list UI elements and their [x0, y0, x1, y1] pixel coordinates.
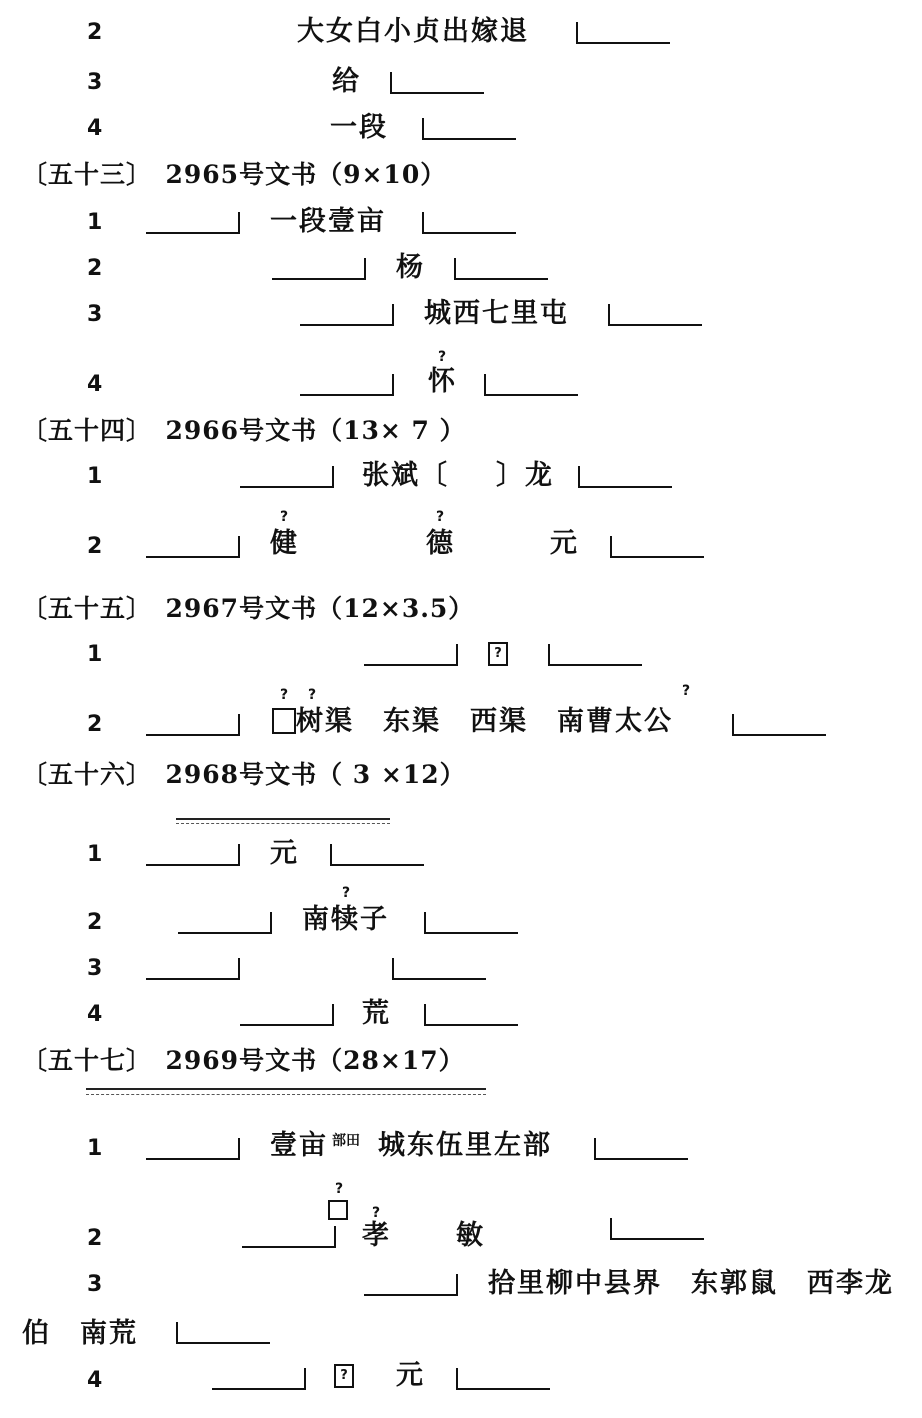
- line-text: 〕龙: [496, 460, 554, 491]
- lacuna-left: [300, 304, 394, 326]
- query-mark: ?: [436, 509, 445, 525]
- line-text-continued: 伯 南荒: [22, 1318, 138, 1349]
- query-mark: ?: [372, 1205, 381, 1221]
- line-number: 3: [87, 302, 103, 327]
- line-text: 给: [332, 66, 361, 97]
- query-mark: ?: [280, 687, 289, 703]
- interlinear-note: 部田: [332, 1133, 360, 1149]
- lacuna-left: [240, 1004, 334, 1026]
- lacuna-right: [484, 374, 578, 396]
- lacuna-right: [424, 1004, 518, 1026]
- line-text: 拾里柳中县界 东郭鼠 西李龙: [488, 1268, 894, 1299]
- edge-rule-dashed: [86, 1094, 486, 1095]
- document-heading: 〔五十三〕 2965号文书（9×10）: [22, 160, 447, 189]
- lacuna-right: [456, 1368, 550, 1390]
- line-number: 1: [87, 1136, 103, 1161]
- missing-char-box: [328, 1200, 348, 1220]
- edge-rule: [176, 818, 390, 820]
- line-number: 1: [87, 464, 103, 489]
- line-text: 怀: [428, 366, 457, 397]
- line-text: 城西七里屯: [424, 298, 569, 329]
- line-text: 城东伍里左部: [378, 1130, 552, 1161]
- line-number: 2: [87, 712, 103, 737]
- query-mark: ?: [342, 885, 351, 901]
- line-text: 敏: [456, 1220, 485, 1251]
- line-text: 荒: [362, 998, 391, 1029]
- line-number: 3: [87, 70, 103, 95]
- lacuna-right: [422, 118, 516, 140]
- lacuna-left: [146, 1138, 240, 1160]
- line-number: 1: [87, 842, 103, 867]
- missing-char-box: [272, 708, 296, 734]
- line-text: 树渠 东渠 西渠 南曹太公: [296, 706, 673, 737]
- document-heading: 〔五十六〕 2968号文书（ 3 ×12）: [22, 760, 466, 789]
- edge-rule: [86, 1088, 486, 1090]
- lacuna-left: [146, 844, 240, 866]
- line-text: 孝: [362, 1220, 391, 1251]
- illegible-char-box: ?: [334, 1364, 354, 1388]
- lacuna-left: [146, 212, 240, 234]
- line-text: 南犊子: [302, 904, 389, 935]
- lacuna-left: [212, 1368, 306, 1390]
- lacuna-left: [240, 466, 334, 488]
- query-mark: ?: [280, 509, 289, 525]
- lacuna-right: [610, 536, 704, 558]
- line-number: 2: [87, 534, 103, 559]
- line-number: 3: [87, 1272, 103, 1297]
- line-text: 张斌〔: [362, 460, 449, 491]
- line-number: 4: [87, 116, 103, 141]
- line-text: 健: [270, 528, 299, 559]
- lacuna-left: [272, 258, 366, 280]
- lacuna-right: [330, 844, 424, 866]
- lacuna-right: [392, 958, 486, 980]
- line-number: 2: [87, 910, 103, 935]
- lacuna-left: [178, 912, 272, 934]
- lacuna-right: [578, 466, 672, 488]
- line-number: 4: [87, 372, 103, 397]
- lacuna-right: [576, 22, 670, 44]
- lacuna-right: [608, 304, 702, 326]
- lacuna-right: [594, 1138, 688, 1160]
- line-text: 元: [270, 838, 299, 869]
- line-text: 大女白小贞出嫁退: [297, 16, 529, 47]
- document-heading: 〔五十七〕 2969号文书（28×17）: [22, 1046, 465, 1075]
- query-mark: ?: [308, 687, 317, 703]
- lacuna-left: [364, 644, 458, 666]
- lacuna-left: [364, 1274, 458, 1296]
- lacuna-left: [300, 374, 394, 396]
- query-mark: ?: [682, 683, 691, 699]
- query-mark: ?: [438, 349, 447, 365]
- lacuna-right: [454, 258, 548, 280]
- edge-rule-dashed: [176, 823, 390, 824]
- lacuna-left: [242, 1226, 336, 1248]
- line-number: 2: [87, 256, 103, 281]
- query-mark: ?: [335, 1181, 344, 1197]
- line-text: 一段: [330, 112, 388, 143]
- line-text: 元: [396, 1360, 425, 1391]
- line-text: 元: [550, 528, 579, 559]
- lacuna-left: [146, 714, 240, 736]
- lacuna-right: [422, 212, 516, 234]
- line-text: 壹亩: [270, 1130, 328, 1161]
- line-text: 杨: [396, 252, 425, 283]
- lacuna-right: [610, 1218, 704, 1240]
- line-number: 4: [87, 1368, 103, 1393]
- document-heading: 〔五十四〕 2966号文书（13× 7 ）: [22, 416, 466, 445]
- line-text: 德: [426, 528, 455, 559]
- lacuna-right: [732, 714, 826, 736]
- line-number: 1: [87, 642, 103, 667]
- lacuna-right: [390, 72, 484, 94]
- document-heading: 〔五十五〕 2967号文书（12×3.5）: [22, 594, 475, 623]
- line-number: 3: [87, 956, 103, 981]
- lacuna-right: [548, 644, 642, 666]
- line-number: 2: [87, 20, 103, 45]
- line-number: 2: [87, 1226, 103, 1251]
- line-text: 一段壹亩: [270, 206, 386, 237]
- line-number: 4: [87, 1002, 103, 1027]
- illegible-char-box: ?: [488, 642, 508, 666]
- line-number: 1: [87, 210, 103, 235]
- lacuna-right: [176, 1322, 270, 1344]
- lacuna-left: [146, 958, 240, 980]
- lacuna-right: [424, 912, 518, 934]
- lacuna-left: [146, 536, 240, 558]
